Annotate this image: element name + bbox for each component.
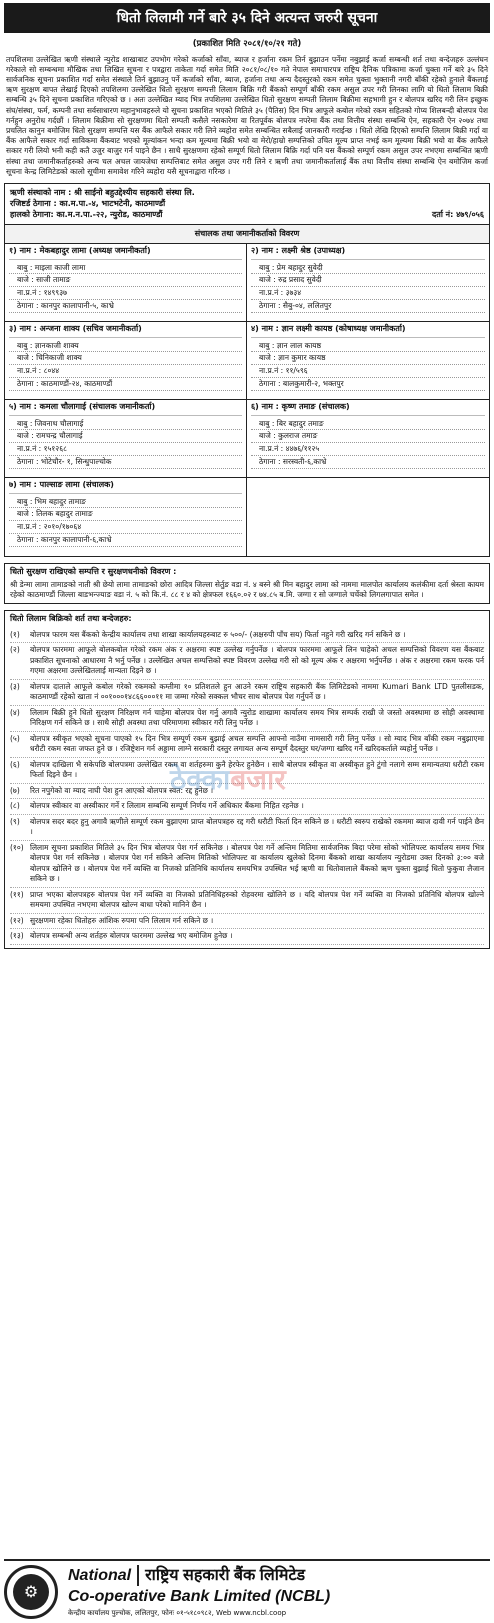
borrower-info [5, 184, 489, 224]
guarantor-detail: बाजे : रामचन्द्र चौलागाई [9, 430, 242, 443]
term-item [10, 841, 484, 888]
guarantor-detail: बाबु : ज्ञान लाल कायष्ठ [251, 340, 485, 353]
term-text: बोलपत्र दाताले आफूले कबोल गरेको रकमको कम्तीमा १० प्रतिशतले हुन आउने रकम राष्ट्रिय सहकारी बैंक लिमिटेडको नाममा Kumari Bank LTD पुतलीसडक, काठमाण्डौं रहेको खाता नं ००१०००१४८६६०००११ मा जम्मा गरेको सक्कल भौचर साथ बोलपत्र पेश गर्नुपर्ने छ । [30, 681, 484, 702]
bank-brand [68, 1565, 490, 1618]
borrower-name: ऋणी संस्थाको नाम : श्री साईनो बहुउद्देश्यीय सहकारी संस्था लि. [10, 187, 195, 197]
guarantors-section-title: संचालक तथा जमानीकर्ताको विवरण [5, 224, 489, 245]
term-text: लिलाम बिक्री हुने धितो सुरक्षण निरिक्षण गर्न चाहेमा बोलपत्र पेश गर्नु अगावै न्युरोड शाखामा कार्यालय समय भित्र सम्पर्क राखी जे जस्तो अवस्थामा छ सोही अवस्थामा निरिक्षण गर्न सकिने छ । साथै सोही अवस्था तथा परिमाणमा स्वीकार गरी लिनु पर्नेछ । [30, 707, 484, 728]
term-text: बोलपत्र फारममा आफूले बोलकबोल गरेको रकम अंक र अक्षरमा स्पष्ट उल्लेख गर्नुपर्नेछ । बोलपत्र फारममा आफूले लिन चाहेको अचल सम्पत्तिको विवरण यस बैंकबाट प्रकाशित सूचनाको आधारमा नै भर्नु पर्नेछ । उल्लेखित अचल सम्पत्तिको स्पष्ट विवरण उल्लेख गरी सो को मूल्य अंक र अक्षरमा भर्नुपर्नेछ । अंक र अक्षरमा रकम फरक पर्न गएमा अक्षरमा उल्लेखितलाई मान्यता दिइने छ । [30, 645, 484, 676]
term-item [10, 799, 484, 815]
guarantor-card [5, 478, 247, 556]
guarantor-detail: ना.प्र.नं : ११/५९६ [251, 365, 485, 378]
guarantor-detail: ठेगाना : कानपुर कालापानी-६,काभ्रे [9, 534, 242, 547]
property-details [4, 563, 490, 604]
guarantor-detail: ठेगाना : भोटेचौर- १, सिन्धुपाल्चोक [9, 456, 242, 469]
term-text: बोलपत्र सम्बन्धी अन्य शर्तहरु बोलपत्र फारममा उल्लेख भए बमोजिम हुनेछ । [30, 931, 233, 941]
ncbl-logo-icon: ⚙ [4, 1565, 58, 1619]
property-title: धितो सुरक्षण राखिएको सम्पत्ति र सुरक्षणधनीको विवरण : [10, 567, 177, 577]
guarantor-detail: ठेगाना : सरस्वती-६,काभ्रे [251, 456, 485, 469]
term-number: (५) [10, 733, 20, 743]
borrower-guarantor-box [4, 183, 490, 557]
guarantor-name: ६) नाम : कृष्ण तमाङ (संचालक) [251, 402, 485, 416]
guarantor-detail: ना.प्र.नं : २०१०/१७०६४ [9, 521, 242, 534]
guarantor-detail: ना.प्र.नं : १५१२६८ [9, 443, 242, 456]
term-text: बोलपत्र सदर बदर हुनु अगावै ऋणीले सम्पूर्ण रकम बुझाएमा प्राप्त बोलपत्रहरु रद्द गरी धरौटी फिर्ता दिन सकिने छ । धरौटी स्वरुप राखेको रकममा ब्याज दावी गर्न पाईने छैन । [30, 816, 484, 837]
guarantor-detail: बाजे : चिनिकाजी शाक्य [9, 352, 242, 365]
term-text: सुरक्षणमा रहेका धितोहरु आंशिक रुपमा पनि लिलाम गर्न सकिने छ । [30, 915, 214, 925]
borrower-reg-no: दर्ता नं: ४७९/०५६ [432, 210, 484, 220]
property-text: श्री डेन्मा लामा तामाङको नाती श्री छेयो लामा तामाङको छोरा आदित्र जिल्ला सेर्तुङ वडा नं. ४ बस्ने श्री मिन बहादुर लामा को नाममा मालपोत कार्यालय कलंकीमा दर्ता श्रेस्ता कायम रहेको काठमाण्डौं जिल्ला बाडभन्ज्याङ वडा नं. ५ को कि.नं. ८८ र ४ को क्षेत्रफल १६६०.०२ र ७४.८५ ब.मि. जग्गा र सो जग्गाले चर्चेको लिगलगापात समेत । [10, 579, 484, 599]
guarantor-card [5, 400, 247, 478]
term-item [10, 758, 484, 784]
term-item [10, 628, 484, 644]
guarantor-detail: बाजे : तिलक बहादुर तामाङ [9, 508, 242, 521]
term-text: रित नपुगेको वा म्याद नाघी पेश हुन आएको बोलपत्र स्वत: रद्द हुनेछ । [30, 785, 214, 795]
guarantor-detail: बाबु : ज्ञानकाजी शाक्य [9, 340, 242, 353]
guarantor-name: १) नाम : मेकबहादुर लामा (अध्यक्ष जमानीकर्ता) [9, 246, 242, 260]
intro-paragraph: तपशिलमा उल्लेखित ऋणी संस्थाले न्युरोड शाखाबाट उपभोग गरेको कर्जाको साँवा, ब्याज र हर्जाना रकम तिर्न बुझाउन पर्नेमा नबुझाई कर्जा सम्बन्धी शर्त तथा बन्देजहरु उल्लंघन गरेकाले सो सम्बन्धमा मौखिक तथा लिखित सूचना र पत्रद्वारा ताकेता गर्दा समेत मिति २०८१/०८/१० गते नेपाल समाचारपत्र राष्ट्रिय दैनिक पत्रिकामा कर्जा चुक्ता गर्ने बारे ३५ दिने सार्वजनिक सूचना प्रकाशित गर्दा समेत संस्थाले तिर्न बुझाउनु पर्ने कर्जाको साँवा, ब्याज, हर्जाना तथा अन्य दैदस्तुरको रकम समेत चुक्ता भुक्तानी नगरी बाँकी रहेको हुनाले बैंकलाई ऋण सुरक्षण बापत लेखाई दिएको तपशिलमा उल्लेखित धितो सुरक्षण सम्पत्ती लिलाम बिक्रि गरी बैंकको सम्पूर्ण बाँकी रकम असुल उपर गरी लिनका लागि यो धितो लिलाम बिक्री सम्बन्धि ३५ दिने सूचना प्रकाशित गरिएको छ । अतः उल्लेखित म्याद भित्र तपशिलमा उल्लेखित धितो सुरक्षण सम्पती लिलाम बिक्रीमा सहभागी हुन र बोलपत्र खरिद गरी लिन इच्छुक संघ/संस्था, फर्म, कम्पनी तथा सर्वसाधारण महानुभावहरुले यो सूचना प्रकाशित भएको मितिले ३५ (पैतिस) दिन भित्र आफूले कबोल गरेको रकम सहितको गोप्य शिलबन्दी बोलपत्र पेश गर्नहुन अनुरोध गर्दछौं । लिलाम बिक्रीमा सो सुरक्षणमा धितो सम्पती कसैले नसकारेमा वा रितपूर्वक बोलपत्र नपरेमा बैंक तथा वित्तीय संस्था सम्बन्धि ऐन, सहकारी ऐन २०७४ तथा प्रचलित कानुन बमोजिम धितो सुरक्षण सम्पत्ति यस बैंक आफैले सकार गरी लिने व्यहोरा समेत सम्बन्धित सबैलाई जानकारी गराईन्छ । धितो लेखि दिएको सम्पत्ति लिलाम बिक्री गर्दा वा बैंक आफैले सकार गर्दा साविकमा बैंकबाट भएको मूल्यांकन भन्दा कम मूल्यमा बिक्री भयो वा मेरो/हाम्रो सम्पत्तिको उचित मूल्य प्राप्त नभई कम मूल्यमा बिक्री भयो वा बैंक आफैले सकार गरी लियो भनी कही कतै उजुर बाजुर गर्न पाइने छैन । साथै सुरक्षणमा रहेको सम्पूर्ण धितो लिलाम बिक्रि गर्दा पनि यस बैंकको सम्पूर्ण रकम असुल उपर नभएमा सम्बन्धित ऋणी संस्था तथा जमानीकर्ताहरुको अन्य चल अचल जायजेथा सम्पत्तिबाट समेत असुल उपर गरी लिने र ऋणी तथा जमानीकर्तालाई बैंक तथा वित्तीय संस्था सम्बन्धि ऐन बमोजिम कर्जा सूचना केन्द्र लिमिटेडको कालो सूचीमा समावेश गरिने व्यहोरा यसै सूचनाद्वारा गरिन्छ । [6, 54, 488, 176]
guarantor-detail: ना.प्र.नं : ८०४४ [9, 365, 242, 378]
term-item [10, 815, 484, 841]
guarantor-card [247, 400, 489, 478]
guarantor-detail: बाजे : कुलराज तमाङ [251, 430, 485, 443]
borrower-current-address: हालको ठेगाना: का.म.न.पा.-२२, न्युरोड, काठमाण्डौं [10, 210, 163, 220]
term-text: बोलपत्र फारम यस बैंकको केन्द्रीय कार्यालय तथा शाखा कार्यालयहरुबाट रु ५००/- (अक्षरुपी पाँच सय) फिर्ता नहुने गरी खरिद गर्न सकिने छ । [30, 629, 406, 639]
term-number: (१२) [10, 915, 24, 925]
term-text: लिलाम सूचना प्रकाशित मितिले ३५ दिन भित्र बोलपत्र पेश गर्न सकिनेछ । बोलपत्र पेश गर्ने अन्तिम मितिमा सार्वजनिक बिदा परेमा सोको भोलिपल्ट कार्यालय समय भित्र बोलपत्र पेश गर्न सकिनेछ । बोलपत्र पेश गर्न सकिने अन्तिम मितिको भोलिपल्ट वा कार्यालय खुलेको दिनमा बैंकको शाखा कार्यालय न्युरोडमा उक्त दिनको ३:०० बजे बोलपत्र खोलिने छ । बोलपत्र पेश गर्ने व्यक्ति वा निजको प्रतिनिधि कार्यालय समयभित्र उपस्थित भई ऋणी वा धितोवालाले बैंकको ऋण चुक्ता बुझाई धितो फुकुवा लैजान सकिने छ । [30, 842, 484, 884]
watermark-part1: ठेक्का [170, 763, 231, 796]
term-number: (७) [10, 785, 20, 795]
auction-terms [4, 610, 490, 949]
guarantors-grid [5, 244, 489, 556]
term-text: बोलपत्र दाखिला भै सकेपछि बोलपत्रमा उल्लेखित रकम वा शर्तहरुमा कुनै हेरफेर हुनेछैन । साथै बोलपत्र स्वीकृत वा अस्वीकृत हुने टुंगो नलागे सम्म समान्यतया धरौटी रकम फिर्ता दिइने छैन । [30, 759, 484, 780]
term-number: (४) [10, 707, 20, 717]
brand-np: राष्ट्रिय सहकारी बैंक लिमिटेड [137, 1565, 305, 1586]
guarantor-detail: ना.प्र.नं : ३७३४ [251, 287, 485, 300]
guarantor-detail: बाजे : रुद्र प्रसाद सुवेदी [251, 274, 485, 287]
guarantor-detail: ना.प्र.नं : ४४७६/११२५ [251, 443, 485, 456]
guarantor-card [5, 322, 247, 400]
guarantor-card [247, 244, 489, 322]
term-text: बोलपत्र स्वीकार वा अस्वीकार गर्ने र लिलाम सम्बन्धि सम्पूर्ण निर्णय गर्ने अधिकार बैंकमा निहित रहनेछ । [30, 801, 304, 811]
guarantor-detail: बाबु : जिवनाथ चौलागाई [9, 418, 242, 431]
guarantor-detail: बाजे : साजी तामाङ [9, 274, 242, 287]
term-number: (९) [10, 816, 20, 826]
published-date: (प्रकाशित मिति २०८१/१०/२१ गते) [192, 39, 302, 50]
bank-contact: केन्द्रीय कार्यालय पुल्चोक, ललितपुर, फोनः ०१-५१८०९८२, Web www.ncbl.coop [68, 1609, 287, 1618]
term-text: बोलपत्र स्वीकृत भएको सूचना पाएको १५ दिन भित्र सम्पूर्ण रकम बुझाई अचल सम्पत्ति आफ्नो नाउँमा नामसारी गरी लिनु पर्नेछ । सो म्याद भित्र बाँकी रकम नबुझाएमा धरौटी रकम स्वतः जफत हुने छ । रजिष्ट्रेशन गर्न अड्डामा लाग्ने सरकारी दस्तुर लगायत अन्य सम्पूर्ण दैदस्तुर घर/जग्गा खरिद गर्ने खरिदकर्ताले व्यहोर्नु पर्नेछ । [30, 733, 484, 754]
term-number: (६) [10, 759, 20, 769]
term-item [10, 732, 484, 758]
term-number: (२) [10, 645, 20, 655]
term-item [10, 929, 484, 945]
term-number: (१) [10, 629, 20, 639]
term-text: प्राप्त भएका बोलपत्रहरु बोलपत्र पेश गर्ने व्यक्ति वा निजको प्रतिनिधिहरुको रोहवरमा खोलिने छ । यदि बोलपत्र पेश गर्ने व्यक्ति वा निजको प्रतिनिधि बोलपत्र खोल्ने समयमा उपस्थित नभएमा बोलपत्र खोल्न बाधा परेको मानिने छैन । [30, 889, 484, 910]
brand-en-2: Co-operative Bank Limited (NCBL) [68, 1588, 331, 1606]
guarantor-card [5, 244, 247, 322]
term-number: (८) [10, 801, 20, 811]
brand-en-1: National [68, 1567, 132, 1585]
guarantor-name: २) नाम : लक्ष्मी श्रेष्ठ (उपाध्यक्ष) [251, 246, 485, 260]
term-item [10, 914, 484, 930]
guarantor-detail: बाबु : भिम बहादुर तामाङ [9, 496, 242, 509]
terms-title: धितो लिलाम बिक्रिको शर्त तथा बन्देजहरु: [10, 614, 132, 624]
term-item [10, 784, 484, 800]
bank-footer [4, 1559, 490, 1619]
terms-list [10, 628, 484, 945]
guarantor-detail: ठेगाना : बालकुमारी-२, भक्तपुर [251, 378, 485, 391]
term-item [10, 706, 484, 732]
guarantor-name: ३) नाम : अन्जना शाक्य (सचिव जमानीकर्ता) [9, 324, 242, 338]
term-item [10, 680, 484, 706]
notice-title: धितो लिलामी गर्ने बारे ३५ दिने अत्यन्त जरुरी सूचना [4, 3, 490, 33]
term-number: (११) [10, 889, 24, 899]
guarantor-detail: ठेगाना : काठमाण्डौं-२४, काठमाण्डौं [9, 378, 242, 391]
term-number: (१०) [10, 842, 24, 852]
guarantor-detail: ठेगाना : सैबु-०४, ललितपुर [251, 300, 485, 313]
guarantor-detail: बाबु : माइला काजी लामा [9, 262, 242, 275]
guarantor-detail: ना.प्र.नं : १४९९३७ [9, 287, 242, 300]
guarantor-name: ५) नाम : कमला चौलागाई (संचालक जमानीकर्ता) [9, 402, 242, 416]
term-item [10, 888, 484, 914]
guarantor-name: ४) नाम : ज्ञान लक्ष्मी कायष्ठ (कोषाध्यक्ष जमानीकर्ता) [251, 324, 485, 338]
guarantor-detail: बाजे : ज्ञान कुमार कायष्ठ [251, 352, 485, 365]
guarantor-name: ७) नाम : पाल्साङ लामा (संचालक) [9, 480, 242, 494]
guarantor-detail: बाबु : बिर बहादुर तमाङ [251, 418, 485, 431]
guarantor-card [247, 322, 489, 400]
borrower-registered-address: रजिष्टर्ड ठेगाना : का.म.पा.-४, भाटभटेनी, काठमाण्डौं [10, 199, 166, 209]
watermark-part2: बजार [230, 763, 286, 796]
guarantor-detail: बाबु : प्रेम बहादुर सुवेदी [251, 262, 485, 275]
term-number: (३) [10, 681, 20, 691]
term-item [10, 643, 484, 680]
guarantor-detail: ठेगाना : कानपुर कालापानी-५, काभ्रे [9, 300, 242, 313]
term-number: (१३) [10, 931, 24, 941]
